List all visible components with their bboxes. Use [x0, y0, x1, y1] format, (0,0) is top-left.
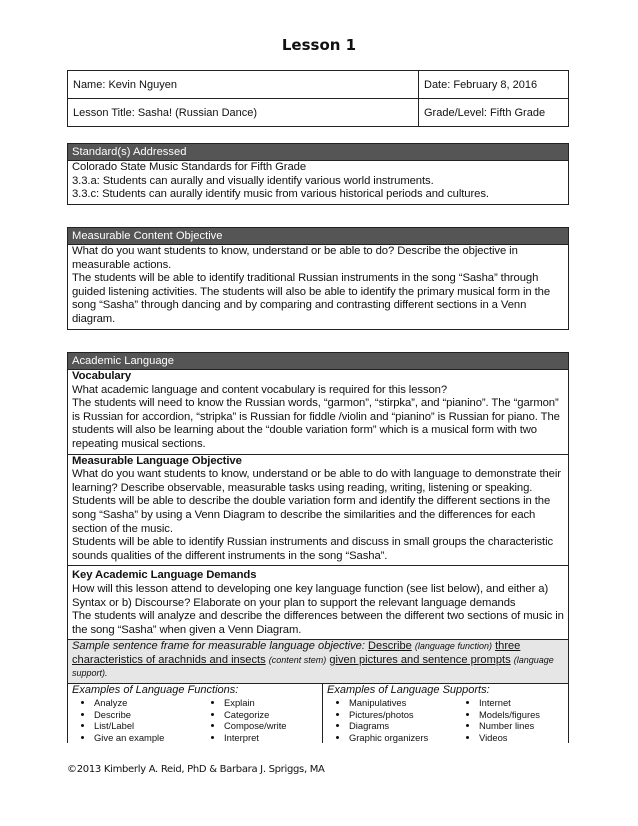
supports-header: Examples of Language Supports: [327, 684, 490, 697]
frame-given: given pictures and sentence prompts [329, 653, 511, 666]
objective-table [67, 227, 569, 330]
academic-language-table [67, 352, 569, 743]
list-item: • Models/figures [479, 709, 540, 721]
standards-line: Colorado State Music Standards for Fifth Grade [72, 161, 307, 173]
grade-cell: Grade/Level: Fifth Grade [419, 99, 569, 127]
info-table [67, 70, 569, 127]
list-item: • Explain [224, 697, 287, 709]
demands-text: The students will analyze and describe the differences between the different two sections of music in the song “Sasha” when given a Venn Diagram. [72, 610, 564, 636]
page-title: Lesson 1 [281, 36, 357, 54]
sentence-frame [68, 640, 569, 684]
language-objective-section [68, 454, 569, 566]
standards-header: Standard(s) Addressed [68, 144, 569, 161]
frame-language-function: (language function) [414, 641, 492, 652]
name-cell: Name: Kevin Nguyen [68, 71, 419, 99]
list-item: • Give an example [94, 732, 202, 744]
list-item: • Graphic organizers [349, 732, 457, 744]
list-item: • Interpret [224, 732, 287, 744]
copyright-footer: ©2013 Kimberly A. Reid, PhD & Barbara J. Spriggs, MA [67, 764, 325, 775]
language-objective-text: Students will be able to identify Russian instruments and discuss in small groups the characteristic sounds qualities of the different instruments in the song “Sasha”. [72, 536, 554, 562]
academic-header: Academic Language [68, 353, 569, 370]
list-item: • Manipulatives [349, 697, 457, 709]
standards-line: 3.3.a: Students can aurally and visually identify various world instruments. [72, 174, 434, 187]
functions-list-1 [72, 697, 202, 743]
list-item: • Categorize [224, 709, 287, 721]
objective-body [68, 245, 569, 330]
language-objective-prompt: What do you want students to know, understand or be able to do with language to demonstrate their learning? Describe observable, measurable tasks using reading, writing, listening or speaking. [72, 468, 561, 494]
standards-body [68, 161, 569, 205]
frame-intro: Sample sentence frame for measurable language objective: [72, 640, 365, 653]
list-item: • Number lines [479, 720, 540, 732]
date-cell: Date: February 8, 2016 [419, 71, 569, 99]
objective-prompt: What do you want students to know, understand or be able to do? Describe the objective in measurable actions. [72, 245, 518, 271]
standards-table [67, 143, 569, 205]
vocabulary-section [68, 370, 569, 455]
vocabulary-text: The students will need to know the Russian words, “garmon”, “stirpka”, and “pianino”. The “garmon” is Russian for accordion, “stripka” is Russian for fiddle /violin and “pianino” is Russian for piano. The students will also be learning about the “double variation form” which is a musical form with two repeating musical sections. [72, 397, 560, 450]
vocabulary-title: Vocabulary [72, 370, 132, 382]
list-item: • Internet [479, 697, 540, 709]
language-functions-cell [68, 684, 323, 744]
vocabulary-prompt: What academic language and content vocabulary is required for this lesson? [72, 383, 448, 396]
language-objective-text: Students will be able to describe the double variation form and identify the different sections in the song “Sasha” by using a Venn Diagram to describe the similarities and the differences for each section of the music. [72, 495, 551, 535]
supports-list-1 [327, 697, 457, 743]
list-item: • List/Label [94, 720, 202, 732]
list-item: • Pictures/photos [349, 709, 457, 721]
list-item: • Analyze [94, 697, 202, 709]
functions-list-2 [202, 697, 287, 743]
frame-content-stem: (content stem) [268, 654, 327, 665]
list-item: • Describe [94, 709, 202, 721]
standards-line: 3.3.c: Students can aurally identify music from various historical periods and cultures. [72, 188, 489, 201]
frame-language-support: (language support). [72, 654, 554, 679]
list-item: • Compose/write [224, 720, 287, 732]
frame-describe: Describe [368, 640, 412, 653]
demands-prompt: How will this lesson attend to developing one key language function (see list below), and either a) Syntax or b) Discourse? Elaborate on your plan to support the relevant language demands [72, 582, 549, 609]
list-item: • Diagrams [349, 720, 457, 732]
language-objective-title: Measurable Language Objective [72, 454, 242, 467]
demands-section [68, 566, 569, 640]
supports-list-2 [457, 697, 540, 743]
language-supports-cell [323, 684, 569, 744]
objective-text: The students will be able to identify traditional Russian instruments in the song “Sasha” through guided listening activities. The students will also be able to identify the primary musical form in the song “Sasha” through dancing and by comparing and contrasting different sections in a Venn diagram. [72, 272, 551, 325]
list-item: • Videos [479, 732, 540, 744]
functions-header: Examples of Language Functions: [72, 684, 239, 697]
demands-title: Key Academic Language Demands [72, 569, 257, 582]
objective-header: Measurable Content Objective [68, 228, 569, 245]
frame-three-characteristics: three characteristics of arachnids and insects [72, 640, 521, 666]
lesson-title-cell: Lesson Title: Sasha! (Russian Dance) [68, 99, 419, 127]
